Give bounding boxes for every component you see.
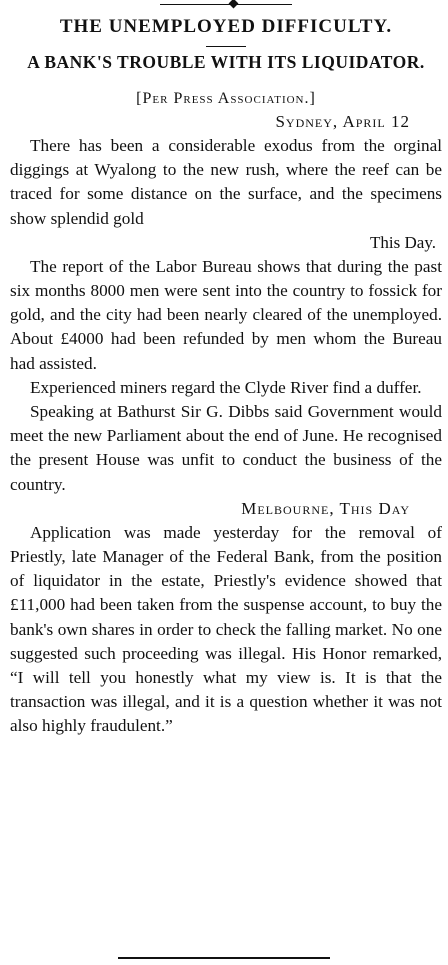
headline: THE UNEMPLOYED DIFFICULTY.: [59, 16, 393, 37]
this-day-dateline: This Day.: [370, 232, 436, 252]
paragraph-priestly: Application was made yesterday for the removal of Priestly, late Manager of the Federal Bank, from the position of liquidator in the estate, Priestly's evidence showed that £11,000 had been taken from the suspense account, to buy the bank's own shares in order to check the falling market. No one suggested such proceeding was illegal. His Honor remarked, “I will tell you honestly what my view is. It is that the transaction was illegal, and it is a question whether it was not also highly fraudulent.”: [10, 522, 442, 736]
dateline-melbourne: Melbourne, This Day: [241, 498, 410, 518]
dateline-sydney: Sydney, April 12: [275, 112, 410, 131]
paragraph-dibbs: Speaking at Bathurst Sir G. Dibbs said Government would meet the new Parliament about the end of June. He recognised the present House was unfit to conduct the business of the country.: [10, 402, 442, 494]
paragraph-exodus: There has been a considerable exodus from the orginal diggings at Wyalong to the new rush, where the reef can be traced for some distance on the surface, and the specimens show splendid gold: [10, 136, 442, 228]
bottom-rule: [118, 957, 330, 959]
paragraph-labor-bureau: The report of the Labor Bureau shows that during the past six months 8000 men were sent into the country to fossick for gold, and the city had been nearly cleared of the unemployed. About £4000 had been refunded by men whom the Bureau had assisted.: [10, 256, 442, 373]
top-rule-line: [160, 4, 292, 5]
diamond-ornament-icon: [229, 0, 239, 8]
top-ornament-rule: [10, 0, 442, 8]
paragraph-clyde-river: Experienced miners regard the Clyde River find a duffer.: [30, 377, 422, 397]
press-credit: [Per Press Association.]: [136, 90, 316, 107]
headline-divider: [206, 46, 246, 47]
subheadline: A BANK'S TROUBLE WITH ITS LIQUIDATOR.: [27, 52, 425, 72]
